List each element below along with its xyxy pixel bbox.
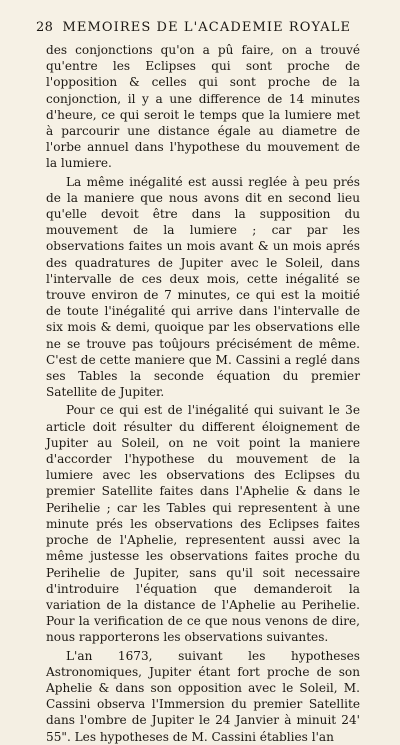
paragraph-4: L'an 1673, suivant les hypotheses Astronomiques, Jupiter étant fort proche de son Aphelie & dans son opposition avec le Soleil, M. Cassini observa l'Immersion du premier Satellite dans l'ombre de Jupiter le 24 Janvier à minuit 24' 55". Les hypotheses de M. Cassini établies l'an: [46, 648, 360, 744]
running-head: [36, 20, 366, 38]
page-number: 28: [36, 20, 54, 35]
paragraph-3: Pour ce qui est de l'inégalité qui suivant le 3e article doit résulter du different éloignement de Jupiter au Soleil, on ne voit point la maniere d'accorder l'hypothese du mouvement de la lumiere avec les observations des Eclipses du premier Satellite faites dans l'Aphelie & dans le Perihelie ; car les Tables qui representent à une minute prés les observations des Eclipses faites proche de l'Aphelie, representent aussi avec la même justesse les observations faites proche du Perihelie de Jupiter, sans qu'il soit necessaire d'introduire l'équation que demanderoit la variation de la distance de l'Aphelie au Perihelie. Pour la verification de ce que nous venons de dire, nous rapporterons les observations suivantes.: [46, 403, 360, 645]
paragraph-1: des conjonctions qu'on a pû faire, on a trouvé qu'entre les Eclipses qui sont proche de l'opposition & celles qui sont proche de la conjonction, il y a une difference de 14 minutes d'heure, ce qui seroit le temps que la lumiere met à parcourir une distance égale au diametre de l'orbe annuel dans l'hypothese du mouvement de la lumiere.: [46, 43, 360, 171]
journal-title: MEMOIRES DE L'ACADEMIE ROYALE: [62, 20, 352, 35]
paragraph-2: La même inégalité est aussi reglée à peu prés de la maniere que nous avons dit en second lieu qu'elle devoit être dans la supposition du mouvement de la lumiere ; car par les observations faites un mois avant & un mois aprés des quadratures de Jupiter avec le Soleil, dans l'intervalle de ces deux mois, cette inégalité se trouve environ de 7 minutes, ce qui est la moitié de toute l'inégalité qui arrive dans l'intervalle de six mois & demi, quoique par les observations elle ne se trouve pas toûjours précisément de même. C'est de cette maniere que M. Cassini a reglé dans ses Tables la seconde équation du premier Satellite de Jupiter.: [46, 174, 360, 400]
main-text: [46, 42, 360, 745]
